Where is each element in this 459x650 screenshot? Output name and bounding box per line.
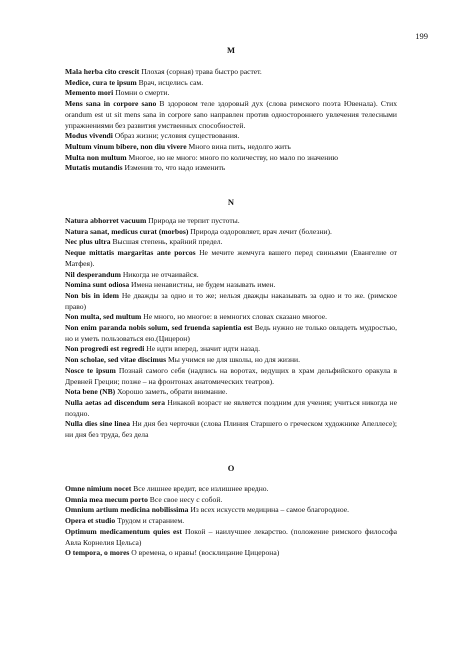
translation: Не дважды за одно и то же; нельзя дважды наказывать за одно и то же. (римское право) (65, 290, 397, 311)
latin-phrase: Mutatis mutandis (65, 163, 123, 173)
translation: Образ жизни; условия существования. (112, 131, 240, 141)
latin-phrase: Nulla dies sine linea (65, 419, 130, 429)
section-letter-o: O (227, 463, 235, 473)
translation: Ни дня без черточки (слова Плиния Старшего о греческом художнике Апеллесе); ни дня без труда, без дела (65, 419, 397, 440)
translation: Никакой возраст не является поздним для учения; учиться никогда не поздно. (65, 397, 397, 418)
translation: Имена ненавистны, не будем называть имен. (129, 280, 276, 290)
entry (65, 548, 397, 559)
latin-phrase: Omnium artium medicina nobilissima (65, 505, 189, 515)
page-number: 199 (415, 31, 428, 41)
latin-phrase: Omne nimium nocet (65, 484, 132, 493)
latin-phrase: Nil desperandum (65, 269, 121, 279)
entry (65, 366, 397, 387)
latin-phrase: Non bis in idem (65, 290, 119, 300)
section-o-entries (65, 484, 397, 559)
translation: Природа оздоровляет, врач лечит (болезни). (188, 226, 332, 236)
entry (65, 78, 397, 89)
entry (65, 344, 397, 355)
latin-phrase: Mala herba cito crescit (65, 67, 140, 76)
entry (65, 227, 397, 238)
latin-phrase: Multum vinum bibere, non diu vivere (65, 141, 187, 151)
entry (65, 67, 397, 78)
latin-phrase: Natura abhorret vacuum (65, 216, 147, 225)
translation: Хорошо заметь, обрати внимание. (115, 387, 228, 397)
latin-phrase: Nulla aetas ad discendum sera (65, 397, 166, 407)
entry (65, 312, 397, 323)
section-letter-n: N (227, 197, 235, 207)
entry (65, 323, 397, 344)
entry (65, 131, 397, 142)
latin-phrase: Non enim paranda nobis solum, sed fruenda sapientia est (65, 323, 253, 333)
latin-phrase: Neque mittatis margaritas ante porcos (65, 248, 196, 258)
entry (65, 99, 397, 131)
section-n-entries (65, 216, 397, 441)
latin-phrase: Non progredi est regredi (65, 344, 145, 354)
entry (65, 237, 397, 248)
translation: Мы учимся не для школы, но для жизни. (166, 355, 300, 365)
translation: Все свое несу с собой. (147, 494, 223, 504)
latin-phrase: Mens sana in corpore sano (65, 99, 157, 109)
entry (65, 484, 397, 495)
translation: Все лишнее вредит, все излишнее вредно. (131, 484, 269, 493)
translation: Много вина пить, недолго жить (186, 141, 291, 151)
latin-phrase: Natura sanat, medicus curat (morbos) (65, 226, 189, 236)
entry (65, 495, 397, 506)
translation: Не много, но многое: в немногих словах сказано многое. (141, 312, 327, 322)
translation: Природа не терпит пустоты. (146, 216, 240, 225)
translation: Врач, исцелись сам. (136, 77, 204, 87)
translation: Никогда не отчаивайся. (120, 269, 199, 279)
latin-phrase: O tempora, o mores (65, 548, 130, 558)
section-letter-m: M (226, 45, 236, 55)
latin-phrase: Non multa, sed multum (65, 312, 142, 322)
translation: Трудом и старанием. (115, 516, 185, 526)
latin-phrase: Nomina sunt odiosa (65, 280, 130, 290)
translation: Плохая (сорная) трава быстро растет. (139, 67, 262, 76)
entry (65, 248, 397, 269)
entry (65, 153, 397, 164)
entry (65, 280, 397, 291)
translation: Покой – наилучшее лекарство. (положение римского философа Авла Корнелия Цельса) (65, 526, 397, 547)
section-m-entries (65, 67, 397, 174)
latin-phrase: Nosce te ipsum (65, 365, 116, 375)
entry (65, 163, 397, 174)
translation: Познай самого себя (надпись на воротах, ведущих в храм дельфийского оракула в Древней Греции; позже – на фронтонах анатомических театров). (65, 365, 397, 386)
latin-phrase: Optimum medicamentum quies est (65, 526, 182, 536)
translation: Высшая степень, крайний предел. (110, 237, 223, 247)
latin-phrase: Non scholae, sed vitae discimus (65, 355, 167, 365)
latin-phrase: Modus vivendi (65, 131, 113, 141)
entry (65, 291, 397, 312)
latin-phrase: Medice, cura te ipsum (65, 77, 137, 87)
translation: Ведь нужно не только овладеть мудростью, но и уметь пользоваться ею.(Цицерон) (65, 323, 398, 343)
latin-phrase: Opera et studio (65, 516, 116, 526)
translation: Помни о смерти. (113, 88, 170, 98)
entry (65, 527, 397, 548)
entry (65, 355, 397, 366)
entry (65, 419, 397, 440)
entry (65, 516, 397, 527)
entry (65, 142, 397, 153)
translation: Многое, но не много: много по количеству, но мало по значению (126, 152, 339, 162)
translation: Не мечите жемчуга вашего перед свиньями (Евангелие от Матфея). (65, 248, 397, 268)
entry (65, 270, 397, 281)
entry (65, 216, 397, 227)
latin-phrase: Omnia mea mecum porto (65, 494, 148, 504)
translation: В здоровом теле здоровый дух (слова римского поэта Ювенала). Стих orandum est ut sit mens sana in corpore sano направлен против одностороннего увлечения телесными упражнениями без развития умственных способностей. (65, 99, 397, 130)
translation: Изменив то, что надо изменить (122, 163, 226, 173)
latin-phrase: Memento mori (65, 88, 114, 98)
translation: Не идти вперед, значит идти назад. (144, 344, 261, 354)
entry (65, 505, 397, 516)
translation: Из всех искусств медицина – самое благородное. (188, 505, 350, 515)
entry (65, 88, 397, 99)
latin-phrase: Nota bene (NB) (65, 387, 116, 397)
latin-phrase: Nec plus ultra (65, 237, 111, 247)
entry (65, 398, 397, 419)
translation: О времена, о нравы! (восклицание Цицерона) (129, 548, 280, 558)
entry (65, 387, 397, 398)
latin-phrase: Multa non multum (65, 152, 127, 162)
